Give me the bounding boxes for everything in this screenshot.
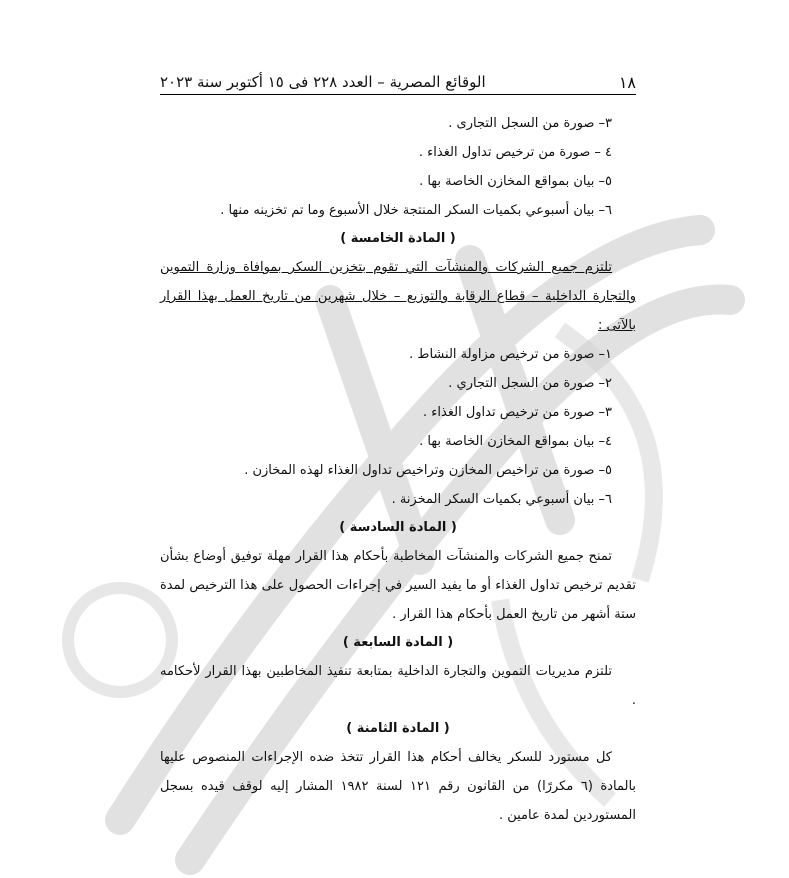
item-list (160, 340, 636, 514)
article-paragraph: كل مستورد للسكر يخالف أحكام هذا القرار تتخذ ضده الإجراءات المنصوص عليها بالمادة (٦ مكررًا) من القانون رقم ١٢١ لسنة ١٩٨٢ المشار إليه لوقف قيده بسجل المستوردين لمدة عامين . (160, 750, 637, 823)
list-item: ٤ – صورة من ترخيص تداول الغذاء . (418, 145, 612, 160)
item-list (160, 109, 636, 225)
article-paragraph: تلتزم مديريات التموين والتجارة الداخلية بمتابعة تنفيذ المخاطبين بهذا القرار لأحكامه . (160, 664, 636, 708)
article-title: ( المادة السابعة ) (342, 635, 454, 650)
header-gazette-title: الوقائع المصرية – العدد ٢٢٨ فى ١٥ أكتوبر سنة ٢٠٢٣ (160, 73, 486, 91)
article-paragraph: تلتزم جميع الشركات والمنشآت التي تقوم بتخزين السكر بموافاة وزارة التموين والتجارة الداخلية – قطاع الرقابة والتوزيع – خلال شهرين من تاريخ العمل بهذا القرار بالآتى : (160, 260, 636, 333)
list-item: ٤– بيان بمواقع المخازن الخاصة بها . (419, 434, 612, 449)
list-item: ٢– صورة من السجل التجاري . (448, 376, 612, 391)
list-item: ٥– صورة من تراخيص المخازن وتراخيص تداول الغذاء لهذه المخازن . (244, 463, 612, 478)
list-item: ١– صورة من ترخيص مزاولة النشاط . (409, 347, 612, 362)
list-item: ٣– صورة من ترخيص تداول الغذاء . (423, 405, 612, 420)
list-item: ٣– صورة من السجل التجارى . (448, 116, 612, 131)
header-page-number: ١٨ (618, 72, 636, 92)
page-header (160, 70, 636, 95)
document-page (160, 70, 636, 830)
article-title: ( المادة الثامنة ) (346, 721, 450, 736)
list-item: ٦– بيان أسبوعي بكميات السكر المنتجة خلال الأسبوع وما تم تخزينه منها . (220, 203, 612, 218)
article-paragraph: تمنح جميع الشركات والمنشآت المخاطبة بأحكام هذا القرار مهلة توفيق أوضاع بشأن تقديم ترخيص تداول الغذاء أو ما يفيد السير في إجراءات الحصول على هذا الترخيص لمدة ستة أشهر من تاريخ العمل بأحكام هذا القرار . (160, 549, 636, 622)
list-item: ٥– بيان بمواقع المخازن الخاصة بها . (419, 174, 612, 189)
list-item: ٦– بيان أسبوعي بكميات السكر المخزنة . (391, 492, 612, 507)
article-title: ( المادة الخامسة ) (340, 231, 456, 246)
article-title: ( المادة السادسة ) (339, 520, 457, 535)
